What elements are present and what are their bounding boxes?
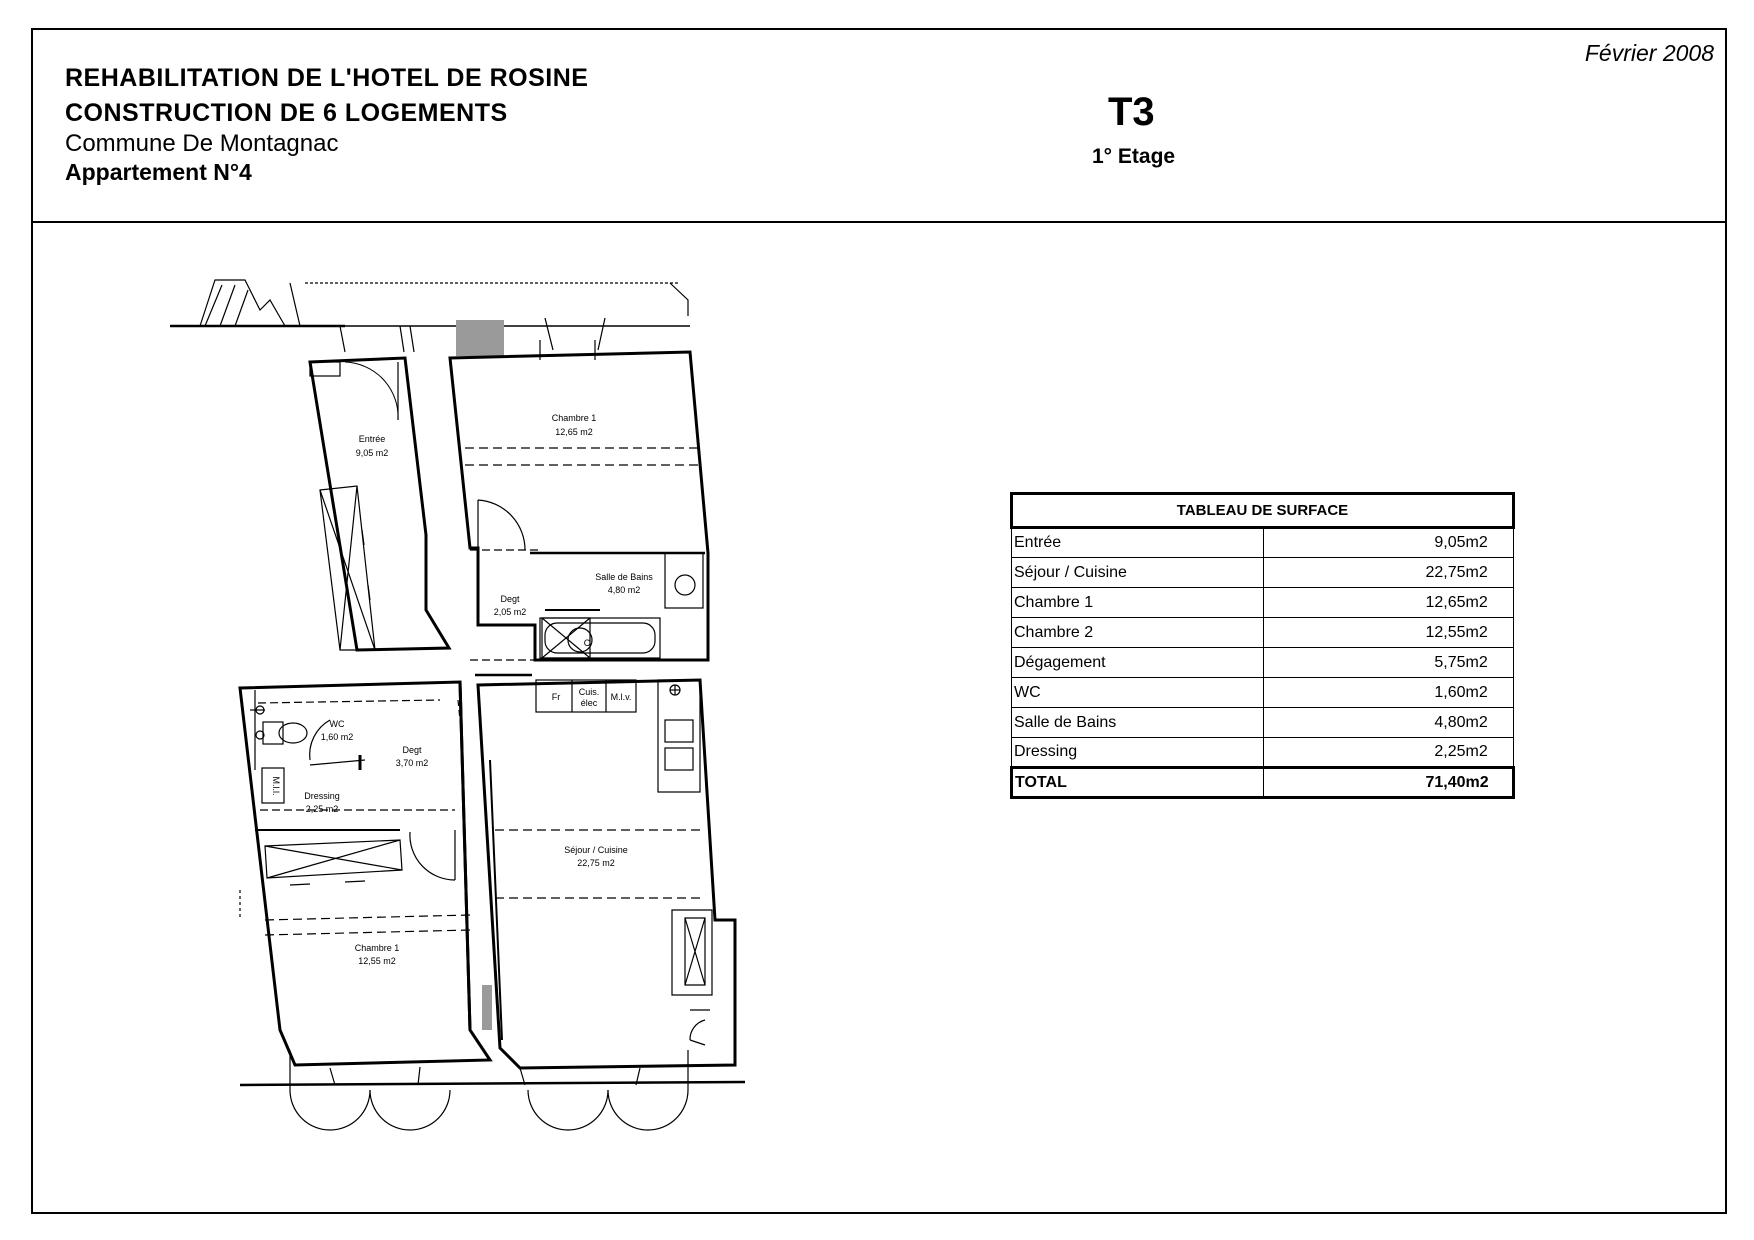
row-unit: m2: [1466, 648, 1514, 678]
fixture-cooker-line2: élec: [580, 698, 598, 708]
total-unit: m2: [1466, 768, 1514, 798]
total-value: 71,40: [1264, 768, 1466, 798]
room-area-salle-de-bains: 4,80 m2: [607, 585, 641, 595]
row-value: 12,55: [1264, 618, 1466, 648]
row-label: Chambre 2: [1012, 618, 1264, 648]
room-area-degt-lower: 3,70 m2: [395, 758, 429, 768]
fixture-cooker-line1: Cuis.: [578, 687, 600, 697]
room-name-chambre-lower: Chambre 1: [354, 943, 400, 953]
room-area-chambre-lower: 12,55 m2: [358, 956, 396, 966]
row-unit: m2: [1466, 588, 1514, 618]
row-value: 12,65: [1264, 588, 1466, 618]
row-unit: m2: [1466, 678, 1514, 708]
surface-table-caption: TABLEAU DE SURFACE: [1012, 494, 1514, 528]
apartment-type: T3: [1108, 90, 1155, 134]
row-label: WC: [1012, 678, 1264, 708]
surface-table: [1010, 492, 1515, 799]
row-value: 5,75: [1264, 648, 1466, 678]
room-name-salle-de-bains: Salle de Bains: [595, 572, 653, 582]
room-area-chambre-top: 12,65 m2: [555, 427, 593, 437]
project-title: REHABILITATION DE L'HOTEL DE ROSINE: [65, 64, 589, 92]
table-row: [1012, 678, 1514, 708]
total-row: [1012, 768, 1514, 798]
room-name-dressing: Dressing: [304, 791, 340, 801]
room-name-degt-lower: Degt: [402, 745, 422, 755]
row-unit: m2: [1466, 558, 1514, 588]
room-name-chambre-top: Chambre 1: [551, 413, 597, 423]
row-label: Dégagement: [1012, 648, 1264, 678]
table-row: [1012, 738, 1514, 768]
drawing-date: Février 2008: [1584, 40, 1714, 66]
room-area-entree: 9,05 m2: [355, 448, 389, 458]
row-unit: m2: [1466, 708, 1514, 738]
floor-label: 1° Etage: [1092, 145, 1176, 168]
row-unit: m2: [1466, 618, 1514, 648]
room-area-degt-top: 2,05 m2: [493, 607, 527, 617]
room-area-dressing: 2,25 m2: [305, 804, 339, 814]
room-name-entree: Entrée: [358, 434, 386, 444]
row-label: Salle de Bains: [1012, 708, 1264, 738]
room-name-degt-top: Degt: [500, 594, 520, 604]
row-label: Dressing: [1012, 738, 1264, 768]
total-label: TOTAL: [1012, 768, 1264, 798]
row-value: 1,60: [1264, 678, 1466, 708]
apartment-label: Appartement N°4: [65, 159, 252, 185]
room-area-sejour-cuisine: 22,75 m2: [577, 858, 615, 868]
plan-linework: [170, 280, 745, 1130]
table-row: [1012, 618, 1514, 648]
row-value: 4,80: [1264, 708, 1466, 738]
row-value: 2,25: [1264, 738, 1466, 768]
title-block-divider: [31, 221, 1727, 223]
room-area-wc: 1,60 m2: [320, 732, 354, 742]
project-subtitle: CONSTRUCTION DE 6 LOGEMENTS: [65, 99, 508, 127]
room-name-wc: WC: [329, 719, 345, 729]
table-row: [1012, 708, 1514, 738]
table-row: [1012, 558, 1514, 588]
fixture-washer: M.l.l.: [271, 776, 281, 796]
table-row: [1012, 588, 1514, 618]
row-label: Chambre 1: [1012, 588, 1264, 618]
room-name-sejour-cuisine: Séjour / Cuisine: [564, 845, 628, 855]
row-value: 22,75: [1264, 558, 1466, 588]
table-row: [1012, 528, 1514, 558]
commune-label: Commune De Montagnac: [65, 130, 339, 157]
floor-plan: [160, 272, 760, 1142]
fixture-fridge: Fr: [551, 692, 561, 702]
row-value: 9,05: [1264, 528, 1466, 558]
row-unit: m2: [1466, 738, 1514, 768]
row-unit: m2: [1466, 528, 1514, 558]
table-row: [1012, 648, 1514, 678]
fixture-dishwasher: M.l.v.: [610, 692, 632, 702]
row-label: Entrée: [1012, 528, 1264, 558]
fixture-heater: C: [583, 638, 591, 648]
row-label: Séjour / Cuisine: [1012, 558, 1264, 588]
